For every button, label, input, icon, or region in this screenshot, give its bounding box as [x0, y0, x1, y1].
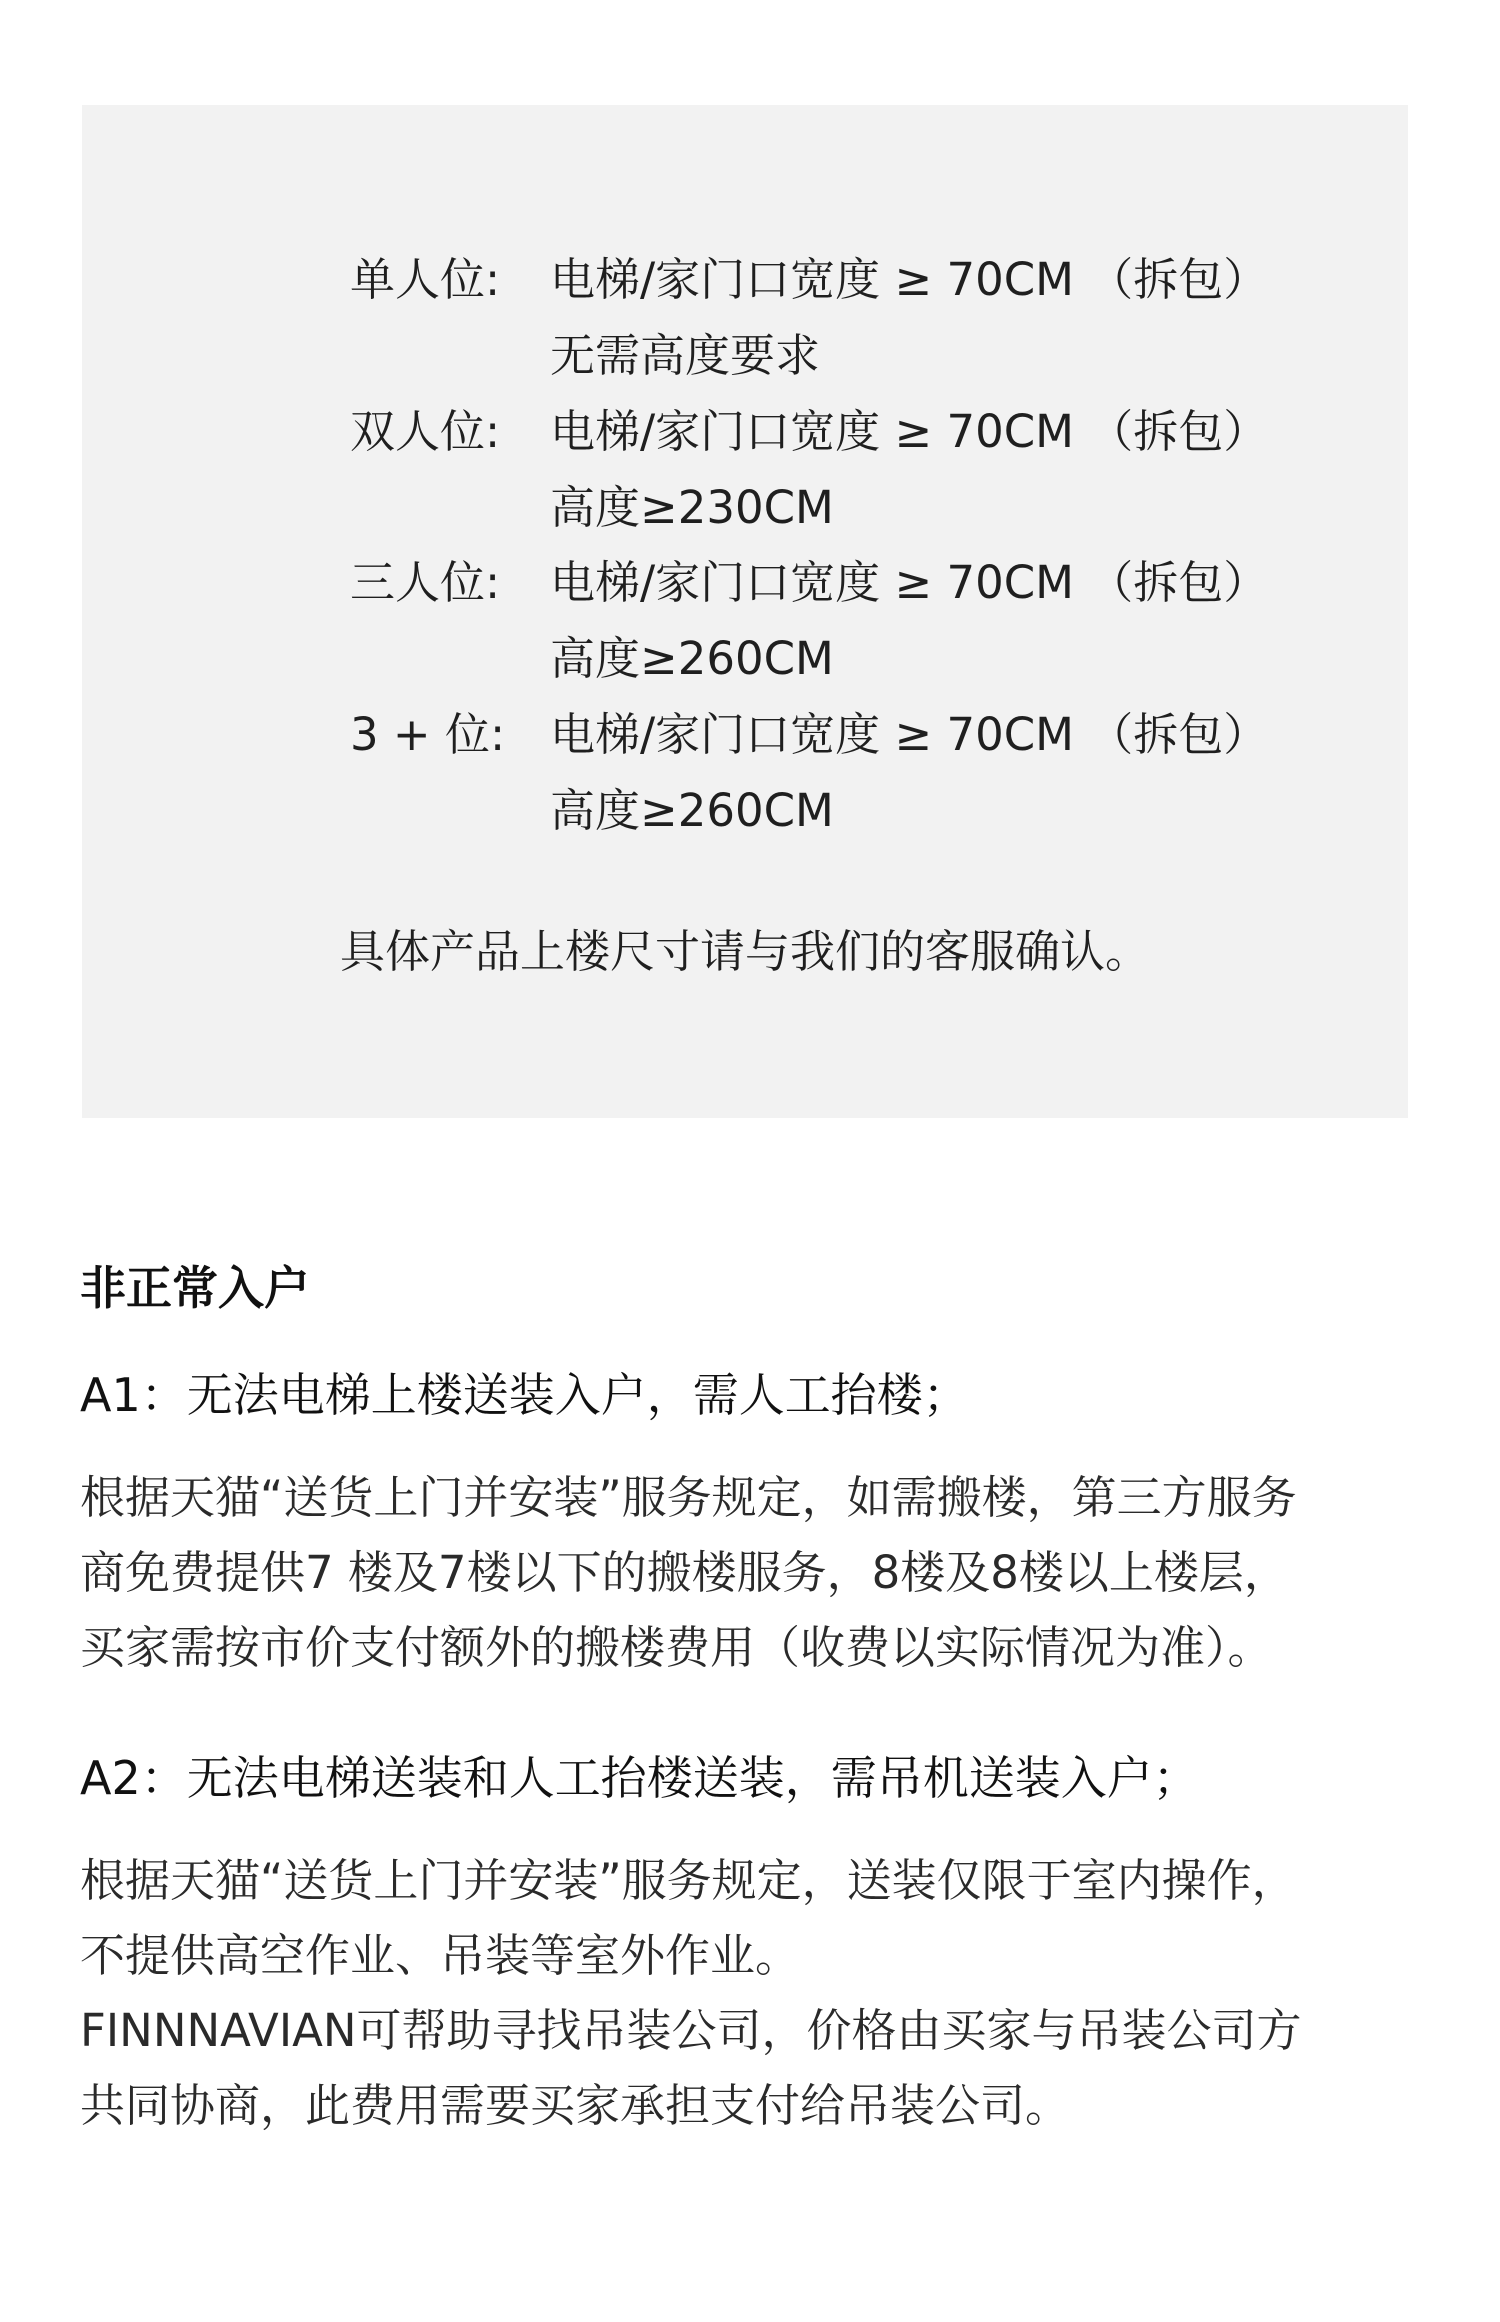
spec-label: 双人位:	[350, 405, 501, 458]
body-line: 买家需按市价支付额外的搬楼费用（收费以实际情况为准）。	[80, 1621, 1273, 1674]
spec-width-line: 电梯/家门口宽度 ≥ 70CM （拆包）	[550, 253, 1269, 306]
spec-note: 具体产品上楼尺寸请与我们的客服确认。	[339, 925, 1150, 978]
body-line: 共同协商，此费用需要买家承担支付给吊装公司。	[80, 2079, 1071, 2132]
spec-width-line: 电梯/家门口宽度 ≥ 70CM （拆包）	[550, 405, 1269, 458]
spec-height-line: 高度≥260CM	[550, 632, 834, 685]
spec-width-line: 电梯/家门口宽度 ≥ 70CM （拆包）	[550, 708, 1269, 761]
spec-label: 3 + 位:	[350, 708, 506, 761]
body-line: 根据天猫“送货上门并安装”服务规定，如需搬楼，第三方服务	[80, 1471, 1297, 1524]
body-line: 不提供高空作业、吊装等室外作业。	[80, 1929, 801, 1982]
body-line: 商免费提供7 楼及7楼以下的搬楼服务，8楼及8楼以上楼层，	[80, 1546, 1289, 1599]
item-a2-heading: A2：无法电梯送装和人工抬楼送装，需吊机送装入户；	[80, 1751, 1199, 1805]
spec-height-line: 无需高度要求	[550, 329, 821, 382]
spec-width-line: 电梯/家门口宽度 ≥ 70CM （拆包）	[550, 556, 1269, 609]
item-a1-body	[80, 1460, 1420, 1685]
spec-label: 三人位:	[350, 556, 501, 609]
spec-height-line: 高度≥260CM	[550, 784, 834, 837]
spec-label: 单人位:	[350, 253, 501, 306]
spec-box	[82, 105, 1408, 1118]
spec-height-line: 高度≥230CM	[550, 481, 834, 534]
body-line: 根据天猫“送货上门并安装”服务规定，送装仅限于室内操作，	[80, 1854, 1297, 1907]
item-a2-body	[80, 1843, 1420, 2143]
section-title: 非正常入户	[80, 1261, 310, 1315]
item-a1-heading: A1：无法电梯上楼送装入户，需人工抬楼；	[80, 1368, 969, 1422]
body-line: FINNNAVIAN可帮助寻找吊装公司，价格由买家与吊装公司方	[80, 2004, 1302, 2057]
